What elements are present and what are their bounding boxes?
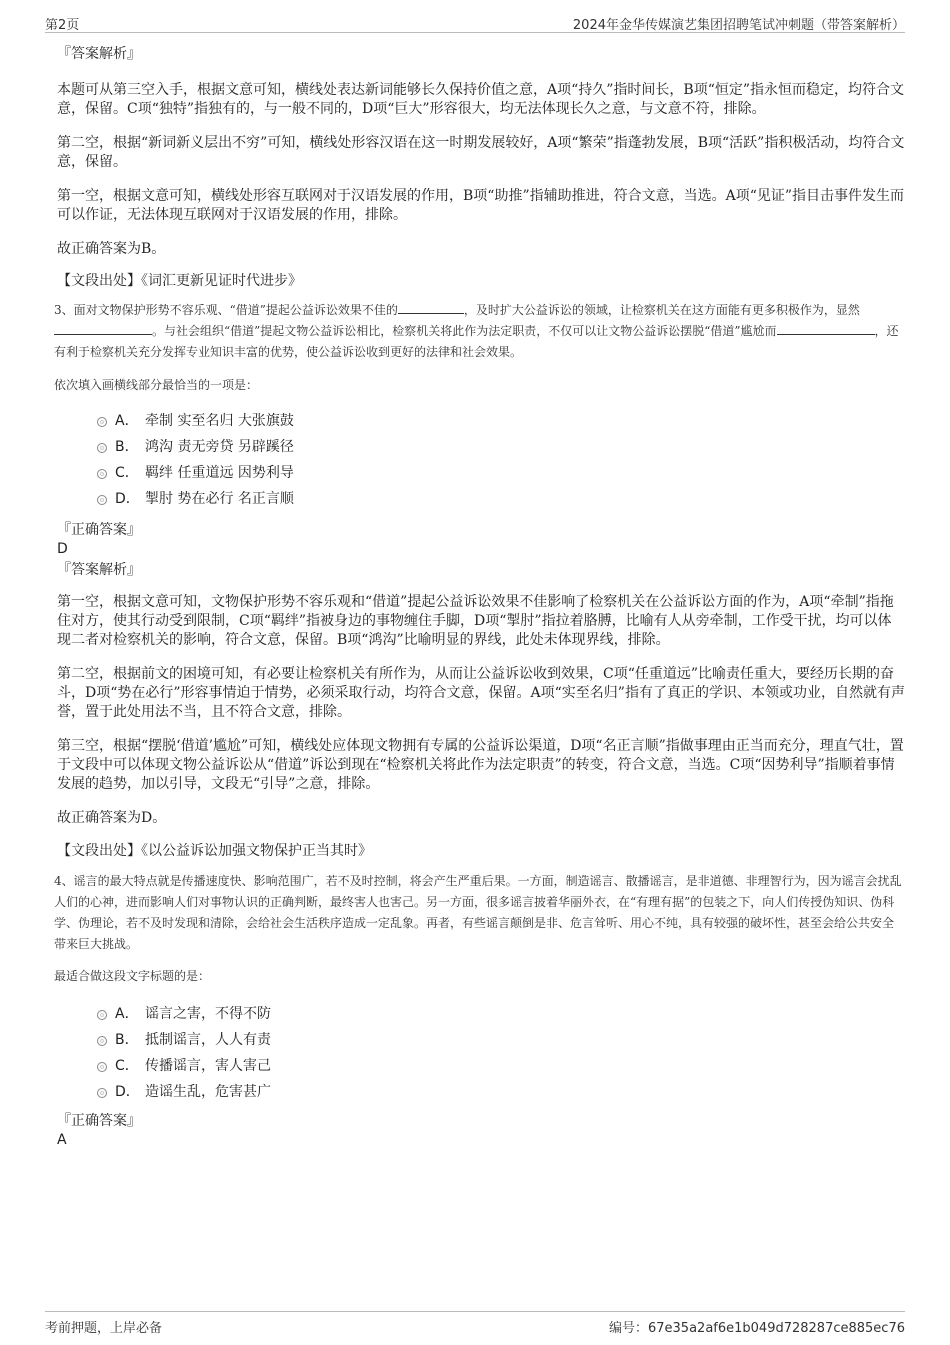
q2-analysis-para-3: 第一空，根据文意可知，横线处形容互联网对于汉语发展的作用，B项“助推”指辅助推进，符合文意，当选。A项“见证”指目击事件发生而可以作证，无法体现互联网对于汉语发展的作用，排除。 — [57, 188, 905, 223]
q2-analysis-para-2: 第二空，根据“新词新义层出不穷”可知，横线处形容汉语在这一时期发展较好，A项“繁荣”指蓬勃发展，B项“活跃”指积极活动，均符合文意，保留。 — [57, 135, 905, 170]
radio-icon[interactable] — [97, 1062, 107, 1072]
option-letter: A． — [115, 1006, 139, 1022]
page-header — [45, 10, 905, 33]
footer-slogan: 考前押题，上岸必备 — [45, 1321, 163, 1336]
q4-stem: 4、谣言的最大特点就是传播速度快、影响范围广，若不及时控制，将会产生严重后果。一方面，制造谣言、散播谣言，是非道德、非理智行为，因为谣言会扰乱人们的心神，进而影响人们对事物认识的正确判断，最终害人也害己。另一方面，很多谣言披着华丽外衣，在“有理有据”的包装之下，向人们传授伪知识、伪科学、伪理论，若不及时发现和清除，会给社会生活秩序造成一定乱象。再者，有些谣言颠倒是非、危言耸听、用心不纯，具有较强的破坏性，甚至会给公共安全带来巨大挑战。 — [54, 874, 902, 951]
q4-options — [57, 1001, 905, 1105]
q3-analysis-para-2: 第二空，根据前文的困境可知，有必要让检察机关有所作为，从而让公益诉讼收到效果，C项“任重道远”比喻责任重大，要经历长期的奋斗，D项“势在必行”形容事情迫于情势，必须采取行动，均符合文意，保留。A项“实至名归”指有了真正的学识、本领或功业，自然就有声誉，置于此处用法不当，且不符合文意，排除。 — [57, 666, 905, 720]
option-letter: B． — [115, 1032, 139, 1048]
radio-icon[interactable] — [97, 1088, 107, 1098]
q3-options — [57, 408, 905, 512]
option-text: 谣言之害，不得不防 — [145, 1006, 271, 1022]
q2-source: 【文段出处】《词汇更新见证时代进步》 — [57, 273, 302, 289]
option-text: 造谣生乱，危害甚广 — [145, 1084, 271, 1100]
q3-analysis-label: 『答案解析』 — [57, 562, 141, 578]
q4-option-c[interactable] — [57, 1053, 905, 1079]
option-text: 抵制谣言，人人有责 — [145, 1032, 271, 1048]
q3-blank-2 — [54, 322, 152, 335]
page-content — [54, 44, 905, 1149]
q3-stem-part-2: ，及时扩大公益诉讼的领域，让检察机关在这方面能有更多积极作为，显然 — [463, 303, 860, 317]
option-letter: B． — [115, 439, 139, 455]
q3-analysis-para-3: 第三空，根据“摆脱‘借道’尴尬”可知，横线处应体现文物拥有专属的公益诉讼渠道，D项“名正言顺”指做事理由正当而充分，理直气壮，置于文段中可以体现文物公益诉讼从“借道”诉讼到现在“检察机关将此作为法定职责”的转变，符合文意，当选。C项“因势利导”指顺着事情发展的趋势，加以引导，文段无“引导”之意，排除。 — [57, 738, 904, 792]
q2-analysis-para-1: 本题可从第三空入手，根据文意可知，横线处表达新词能够长久保持价值之意，A项“持久”指时间长，B项“恒定”指永恒而稳定，均符合文意，保留。C项“独特”指独有的，与一般不同的，D项“巨大”形容很大，均无法体现长久之意，与文意不符，排除。 — [57, 82, 905, 117]
q3-blank-1 — [398, 301, 464, 314]
q3-stem-part-4: ，还有利于检察机关充分发挥专业知识丰富的优势，使公益诉讼收到更好的法律和社会效果。 — [54, 324, 899, 359]
option-text: 羁绊 任重道远 因势利导 — [145, 465, 294, 481]
radio-icon[interactable] — [97, 469, 107, 479]
q3-stem-part-1: 3、面对文物保护形势不容乐观、“借道”提起公益诉讼效果不佳的 — [54, 303, 398, 317]
radio-icon[interactable] — [97, 495, 107, 505]
radio-icon[interactable] — [97, 443, 107, 453]
q4-instruction: 最适合做这段文字标题的是： — [54, 969, 211, 983]
option-text: 鸿沟 责无旁贷 另辟蹊径 — [145, 439, 294, 455]
q3-instruction: 依次填入画横线部分最恰当的一项是： — [54, 378, 259, 392]
q4-option-d[interactable] — [57, 1079, 905, 1105]
option-letter: A． — [115, 413, 139, 429]
q3-option-a[interactable] — [57, 408, 905, 434]
q4-answer: A — [57, 1132, 67, 1148]
page-number: 第2页 — [45, 18, 80, 33]
q3-answer: D — [57, 541, 68, 557]
radio-icon[interactable] — [97, 1036, 107, 1046]
q3-analysis-para-1: 第一空，根据文意可知，文物保护形势不容乐观和“借道”提起公益诉讼效果不佳影响了检察机关在公益诉讼方面的作为，A项“牵制”指拖住对方，使其行动受到限制，C项“羁绊”指被身边的事物缠住手脚，D项“掣肘”指拉着胳膊，比喻有人从旁牵制，工作受干扰，均可以体现二者对检察机关的影响，符合文意，保留。B项“鸿沟”比喻明显的界线，此处未体现界线，排除。 — [57, 594, 894, 648]
q4-option-b[interactable] — [57, 1027, 905, 1053]
q3-blank-3 — [777, 322, 875, 335]
q3-option-d[interactable] — [57, 486, 905, 512]
document-id: 编号：67e35a2af6e1b049d728287ce885ec76 — [609, 1321, 905, 1336]
q3-option-c[interactable] — [57, 460, 905, 486]
page-footer — [45, 1311, 905, 1336]
q2-analysis-label: 『答案解析』 — [57, 46, 141, 62]
q3-conclusion: 故正确答案为D。 — [57, 810, 167, 826]
option-text: 传播谣言，害人害己 — [145, 1058, 271, 1074]
q2-conclusion: 故正确答案为B。 — [57, 241, 166, 257]
radio-icon[interactable] — [97, 1010, 107, 1020]
option-text: 掣肘 势在必行 名正言顺 — [145, 491, 294, 507]
q3-source: 【文段出处】《以公益诉讼加强文物保护正当其时》 — [57, 843, 372, 859]
option-letter: D． — [115, 491, 140, 507]
option-text: 牵制 实至名归 大张旗鼓 — [145, 413, 294, 429]
q4-correct-label: 『正确答案』 — [57, 1113, 141, 1129]
option-letter: D． — [115, 1084, 140, 1100]
document-title: 2024年金华传媒演艺集团招聘笔试冲刺题（带答案解析） — [572, 18, 905, 33]
option-letter: C． — [115, 465, 139, 481]
q3-correct-label: 『正确答案』 — [57, 522, 141, 538]
radio-icon[interactable] — [97, 417, 107, 427]
q3-option-b[interactable] — [57, 434, 905, 460]
q3-stem-part-3: 。与社会组织“借道”提起文物公益诉讼相比，检察机关将此作为法定职责，不仅可以让文物公益诉讼摆脱“借道”尴尬而 — [152, 324, 777, 338]
q3-stem — [54, 300, 905, 363]
option-letter: C． — [115, 1058, 139, 1074]
q4-option-a[interactable] — [57, 1001, 905, 1027]
